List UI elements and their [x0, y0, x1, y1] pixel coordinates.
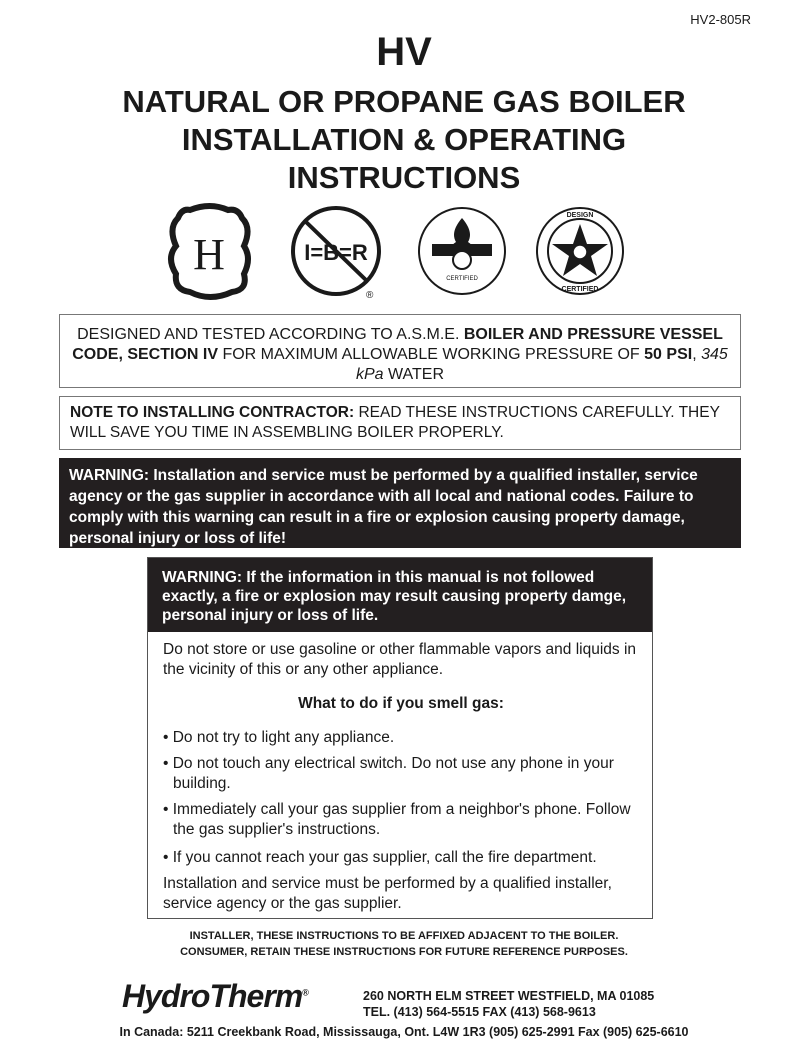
asme-notice-box: [59, 314, 741, 388]
gas-warning-bullet-2: • Do not touch any electrical switch. Do not use any phone in your building.: [163, 755, 614, 792]
main-warning: WARNING: Installation and service must be performed by a qualified installer, service agency or the gas supplier in accordance with all local and national codes. Failure to comply with this warning can result in a fire or explosion causing property damage, personal injury or loss of life!: [59, 458, 741, 548]
gas-warning-bullet-4: • If you cannot reach your gas supplier, call the fire department.: [163, 849, 597, 866]
company-address: [363, 988, 654, 1020]
csa-star-text-top: DESIGN: [566, 212, 594, 219]
gas-warning-bullet-3: • Immediately call your gas supplier from a neighbor's phone. Follow the gas supplier's instructions.: [163, 801, 631, 838]
title-line-2: INSTALLATION & OPERATING: [181, 122, 627, 157]
gas-warning-subheading: What to do if you smell gas:: [298, 695, 504, 712]
asme-text-2: FOR MAXIMUM ALLOWABLE WORKING PRESSURE OF: [218, 346, 645, 363]
asme-pressure: 50 PSI: [644, 346, 693, 363]
csa-star-logo: [537, 208, 623, 294]
asme-comma: ,: [692, 346, 702, 363]
asme-text-1: DESIGNED AND TESTED ACCORDING TO A.S.M.E.: [77, 326, 464, 343]
ibr-registered-mark: ®: [366, 290, 374, 301]
ibr-text: I=B=R: [304, 240, 368, 265]
retain-instructions-note: [0, 928, 808, 960]
asme-code-bold: BOILER AND PRESSURE VESSEL CODE, SECTION IV: [72, 326, 723, 363]
brand-name: HydroTherm: [122, 978, 303, 1014]
gas-warning-box: [147, 557, 653, 919]
gas-warning-bullet-1: • Do not try to light any appliance.: [163, 729, 395, 746]
retain-note-line-1: INSTALLER, THESE INSTRUCTIONS TO BE AFFIXED ADJACENT TO THE BOILER.: [189, 930, 619, 942]
document-number: HV2-805R: [690, 12, 751, 27]
hydrotherm-logo: [122, 978, 308, 1015]
installer-note-box: [59, 396, 741, 450]
installer-note-text: READ THESE INSTRUCTIONS CAREFULLY. THEY WILL SAVE YOU TIME IN ASSEMBLING BOILER PROPERLY.: [70, 404, 720, 441]
csa-star-text-bottom: CERTIFIED: [561, 286, 599, 293]
canada-address: In Canada: 5211 Creekbank Road, Mississauga, Ont. L4W 1R3 (905) 625-2991 Fax (905) 625-6610: [119, 1025, 689, 1039]
retain-note-line-2: CONSUMER, RETAIN THESE INSTRUCTIONS FOR FUTURE REFERENCE PURPOSES.: [180, 946, 628, 958]
title-line-1: NATURAL OR PROPANE GAS BOILER: [122, 84, 686, 119]
gas-warning-header: WARNING: If the information in this manual is not followed exactly, a fire or explosion may result causing property damge, personal injury or loss of life.: [148, 558, 652, 632]
product-title: HV: [376, 30, 432, 74]
h-stamp-letter: H: [193, 230, 225, 279]
asme-metric: 345 kPa: [355, 346, 728, 383]
csa-flame-text: CERTIFIED: [446, 276, 478, 282]
ibr-logo: [293, 208, 379, 301]
address-line: 260 NORTH ELM STREET WESTFIELD, MA 01085: [363, 989, 655, 1003]
installer-note-label: NOTE TO INSTALLING CONTRACTOR:: [70, 404, 355, 421]
title-line-3: INSTRUCTIONS: [287, 160, 521, 195]
gas-warning-closing: Installation and service must be performed by a qualified installer, service agency or the gas supplier.: [163, 875, 612, 912]
h-stamp-logo: [171, 206, 248, 297]
certification-logos: [160, 200, 640, 310]
phone-fax-line: TEL. (413) 564-5515 FAX (413) 568-9613: [363, 1005, 596, 1019]
csa-flame-logo: [419, 208, 505, 294]
asme-tail: WATER: [383, 366, 444, 383]
gas-warning-intro: Do not store or use gasoline or other flammable vapors and liquids in the vicinity of this or any other appliance.: [163, 641, 637, 678]
brand-registered-mark: ®: [302, 987, 308, 998]
